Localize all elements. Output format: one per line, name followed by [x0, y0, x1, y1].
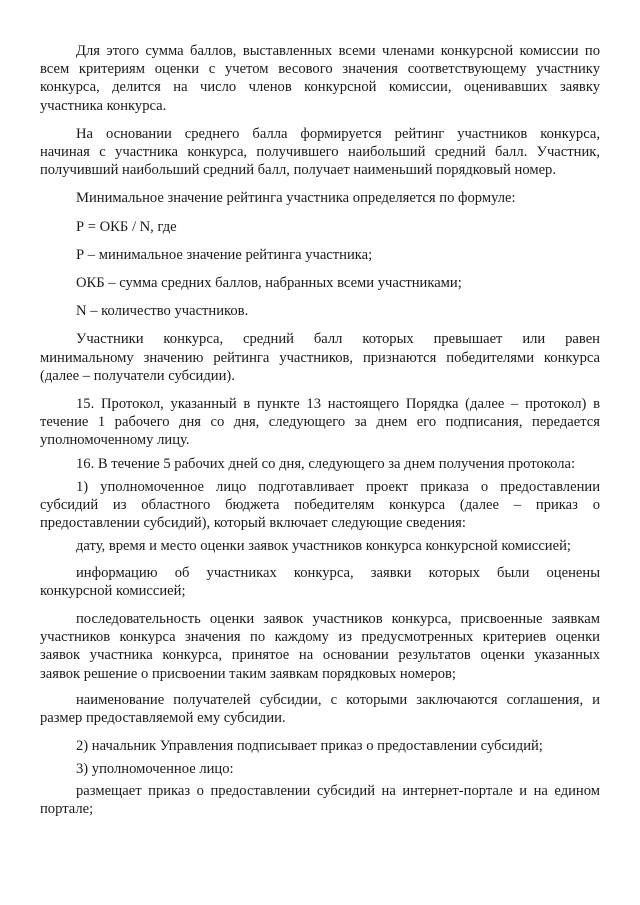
text-line: N – количество участников. — [76, 303, 249, 320]
paragraph — [40, 455, 600, 473]
text-line: начиная с участника конкурса, получившего наибольший средний балл. Участник, — [40, 144, 600, 161]
paragraph — [40, 782, 600, 818]
text-line: Участники конкурса, средний балл которых превышает или равен — [76, 331, 600, 348]
paragraph — [40, 395, 600, 450]
paragraph — [40, 218, 600, 236]
text-line: течение 1 рабочего дня со дня, следующего за днем его подписания, передается — [40, 414, 600, 431]
paragraph — [40, 610, 600, 683]
text-line: 16. В течение 5 рабочих дней со дня, следующего за днем получения протокола: — [76, 455, 576, 472]
paragraph — [40, 189, 600, 207]
paragraph — [40, 246, 600, 264]
text-line: участника конкурса. — [40, 97, 167, 114]
paragraph — [40, 691, 600, 727]
text-line: Для этого сумма баллов, выставленных всеми членами конкурсной комиссии по — [76, 43, 600, 59]
text-line: всем критериям оценки с учетом весового значения соответствующему участнику — [40, 61, 600, 78]
document-page — [40, 42, 600, 818]
text-line: заявок решение о присвоении таким заявкам порядковых номеров; — [40, 665, 456, 682]
paragraph — [40, 737, 600, 755]
text-line: 15. Протокол, указанный в пункте 13 настоящего Порядка (далее – протокол) в — [76, 396, 600, 413]
paragraph — [40, 760, 600, 778]
text-line: минимальному значению рейтинга участников, признаются победителями конкурса — [40, 349, 600, 366]
text-line: последовательность оценки заявок участников конкурса, присвоенные заявкам — [76, 611, 600, 628]
paragraph — [40, 125, 600, 180]
text-line: информацию об участниках конкурса, заявки которых были оценены — [76, 564, 600, 581]
text-line: конкурсной комиссией; — [40, 582, 186, 599]
text-line: субсидий из областного бюджета победителям конкурса (далее – приказ о — [40, 497, 600, 514]
text-line: уполномоченному лицу. — [40, 432, 190, 449]
text-line: участников конкурса значения по каждому из предусмотренных критериев оценки — [40, 629, 600, 646]
paragraph — [40, 42, 600, 115]
text-line: На основании среднего балла формируется рейтинг участников конкурса, — [76, 125, 600, 142]
text-line: предоставлении субсидий), который включает следующие сведения: — [40, 515, 466, 532]
text-line: наименование получателей субсидии, с которыми заключаются соглашения, и — [76, 691, 600, 708]
text-line: размещает приказ о предоставлении субсидий на интернет-портале и на едином — [76, 782, 600, 799]
text-line: конкурса, делится на число членов конкурсной комиссии, оценивавших заявку — [40, 79, 600, 96]
text-line: (далее – получатели субсидии). — [40, 367, 235, 384]
text-line: Р = ОКБ / N, где — [76, 218, 177, 235]
text-line: Р – минимальное значение рейтинга участника; — [76, 246, 373, 263]
text-line: размер предоставляемой ему субсидии. — [40, 710, 286, 727]
text-line: портале; — [40, 800, 94, 817]
text-line: заявок участника конкурса, принятое на основании результатов оценки указанных — [40, 647, 600, 664]
paragraph — [40, 537, 600, 555]
paragraph — [40, 478, 600, 533]
text-line: ОКБ – сумма средних баллов, набранных всеми участниками; — [76, 275, 462, 292]
paragraph — [40, 330, 600, 385]
text-line: 1) уполномоченное лицо подготавливает проект приказа о предоставлении — [76, 478, 600, 495]
text-line: получивший наибольший средний балл, получает наименьший порядковый номер. — [40, 162, 556, 179]
text-line: Минимальное значение рейтинга участника определяется по формуле: — [76, 190, 516, 207]
text-line: 2) начальник Управления подписывает приказ о предоставлении субсидий; — [76, 738, 543, 755]
paragraph — [40, 564, 600, 600]
text-line: 3) уполномоченное лицо: — [76, 760, 234, 777]
paragraph — [40, 274, 600, 292]
text-line: дату, время и место оценки заявок участников конкурса конкурсной комиссией; — [76, 538, 571, 555]
paragraph — [40, 302, 600, 320]
